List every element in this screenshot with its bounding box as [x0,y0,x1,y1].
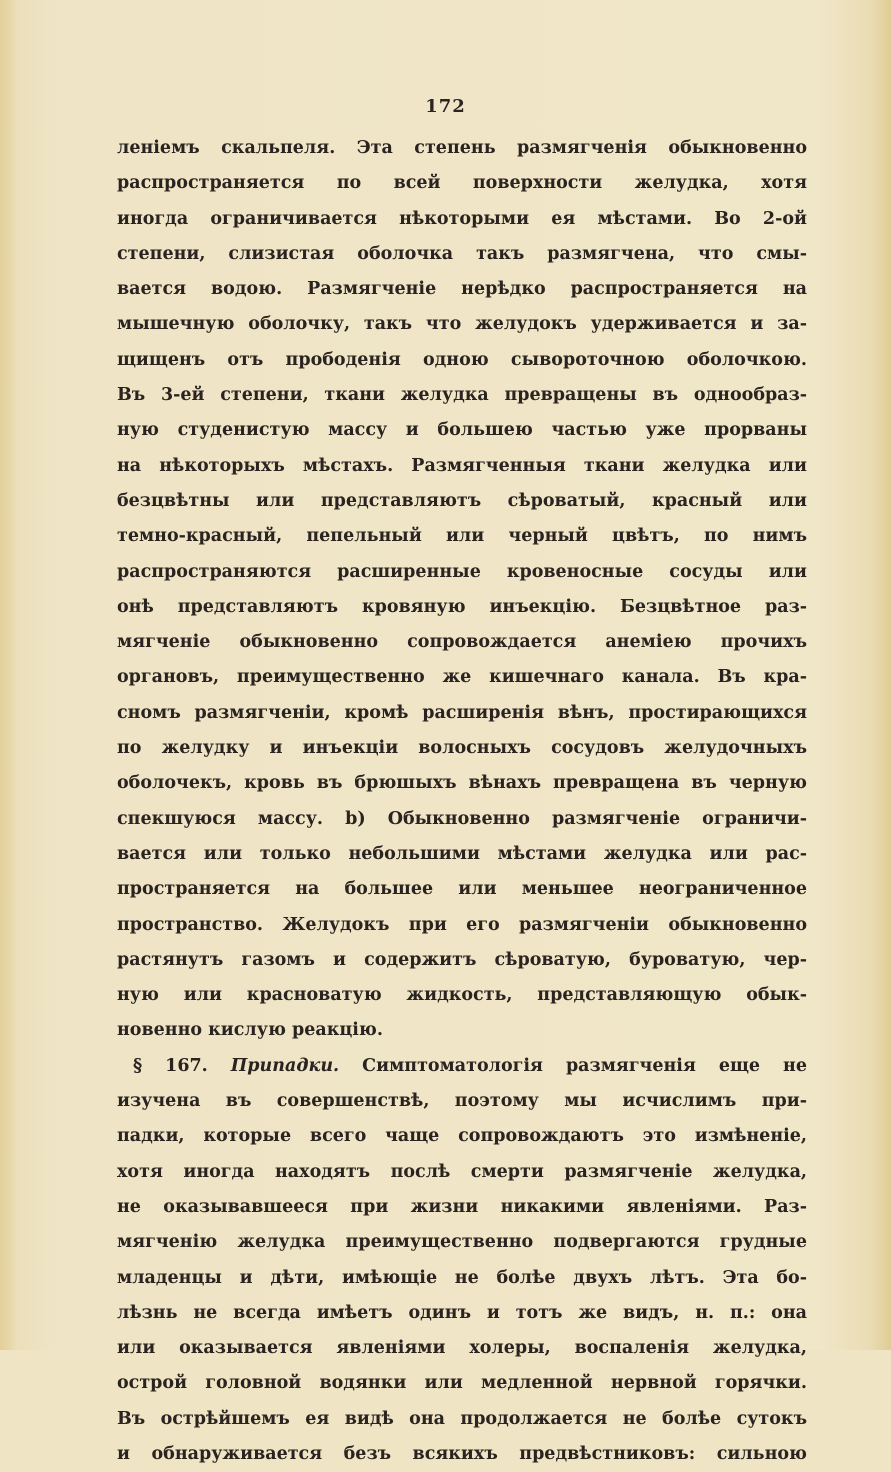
text-line: Въ острѣйшемъ ея видѣ она продолжается не болѣе сутокъ [117,1408,807,1429]
text-line: оболочекъ, кровь въ брюшыхъ вѣнахъ превращена въ черную [117,773,807,794]
text-line: ную или красноватую жидкость, представляющую обык- [117,985,807,1006]
text-line: мягченіе обыкновенно сопровождается анеміею прочихъ [117,632,807,653]
text-line: и обнаруживается безъ всякихъ предвѣстниковъ: сильною [117,1443,807,1464]
text-line: мышечную оболочку, такъ что желудокъ удерживается и за- [117,314,807,335]
text-line: мягченію желудка преимущественно подвергаются грудные [117,1232,807,1253]
text-line: безцвѣтны или представляютъ сѣроватый, красный или [117,490,807,511]
text-line: по желудку и инъекціи волосныхъ сосудовъ желудочныхъ [117,738,807,759]
text-line: спекшуюся массу. b) Обыкновенно размягченіе ограничи- [117,808,807,829]
text-line: онѣ представляютъ кровяную инъекцію. Безцвѣтное раз- [117,596,807,617]
text-line: Въ 3-ей степени, ткани желудка превращены въ однообраз- [117,385,807,406]
text-line: вается или только небольшими мѣстами желудка или рас- [117,843,807,864]
text-line: сномъ размягченіи, кромѣ расширенія вѣнъ, простирающихся [117,702,807,723]
text-line: на нѣкоторыхъ мѣстахъ. Размягченныя ткани желудка или [117,455,807,476]
text-line: острой головной водянки или медленной нервной горячки. [117,1373,807,1394]
text-line: младенцы и дѣти, имѣющіе не болѣе двухъ лѣтъ. Эта бо- [117,1267,807,1288]
body-text [117,131,807,1472]
text-line: пространство. Желудокъ при его размягченіи обыкновенно [117,914,807,935]
page-number: 172 [425,96,466,117]
text-line: вается водою. Размягченіе нерѣдко распространяется на [117,279,807,300]
text-line: щищенъ отъ прободенія одною сывороточною оболочкою. [117,349,807,370]
text-line: органовъ, преимущественно же кишечнаго канала. Въ кра- [117,667,807,688]
text-line: не оказывавшееся при жизни никакими явленіями. Раз- [117,1196,807,1217]
text-line: степени, слизистая оболочка такъ размягчена, что смы- [117,243,807,264]
text-line: падки, которые всего чаще сопровождаютъ это измѣненіе, [117,1126,807,1147]
text-line: лѣзнь не всегда имѣетъ одинъ и тотъ же видъ, н. п.: она [117,1302,807,1323]
text-line: новенно кислую реакцію. [117,1020,383,1041]
text-line: изучена въ совершенствѣ, поэтому мы исчислимъ при- [117,1091,807,1112]
text-line: ную студенистую массу и большею частью уже прорваны [117,420,807,441]
text-line: или оказывается явленіями холеры, воспаленія желудка, [117,1338,807,1359]
text-line: темно-красный, пепельный или черный цвѣтъ, по нимъ [117,526,807,547]
section-first-line-text: Симптоматологія размягченія еще не [362,1055,808,1076]
text-line: распространяются расширенные кровеносные сосуды или [117,561,807,582]
text-line: леніемъ скальпеля. Эта степень размягченія обыкновенно [117,138,807,158]
text-line: иногда ограничивается нѣкоторыми ея мѣстами. Во 2-ой [117,208,807,229]
text-line: хотя иногда находятъ послѣ смерти размягченіе желудка, [117,1161,807,1182]
section-number: § 167. [133,1055,208,1076]
section-heading-line [117,1049,807,1084]
text-line: пространяется на большее или меньшее неограниченное [117,879,807,900]
section-heading: Припадки. [230,1055,340,1076]
text-line: распространяется по всей поверхности желудка, хотя [117,173,807,194]
text-line: растянутъ газомъ и содержитъ сѣроватую, буроватую, чер- [117,949,807,970]
